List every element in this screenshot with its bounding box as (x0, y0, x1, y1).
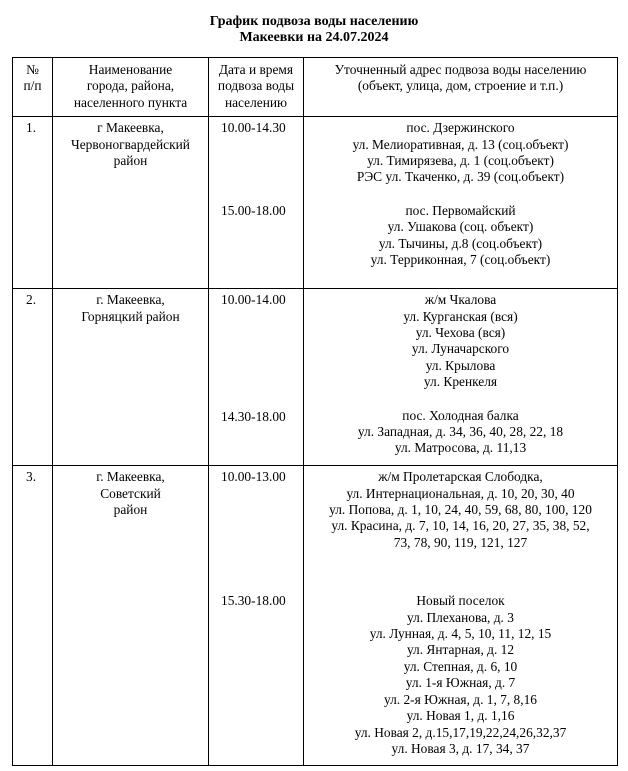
header-num (13, 58, 53, 117)
location-line: г Макеевка, (97, 120, 164, 136)
slot-gap (213, 486, 299, 593)
address-line: ул. Ушакова (соц. объект) (387, 219, 534, 235)
slot-gap (213, 137, 299, 203)
time-slot: 15.30-18.00 (221, 592, 286, 608)
title-line-2: Макеевки на 24.07.2024 (239, 30, 389, 45)
header-row (13, 58, 618, 117)
address-line: пос. Первомайский (405, 202, 516, 218)
header-name-line: города, района, (86, 78, 175, 94)
table-row (13, 466, 618, 766)
header-address-line: (объект, улица, дом, строение и т.п.) (357, 78, 564, 94)
header-num-line: № (26, 62, 39, 77)
time-slot: 10.00-13.00 (221, 469, 286, 485)
header-name (53, 58, 209, 117)
slot-gap (308, 391, 613, 408)
location-line: район (113, 153, 148, 169)
header-name-line: Наименование (88, 62, 173, 77)
title-line-1: График подвоза воды населению (209, 14, 419, 29)
header-name-line: населенного пункта (73, 94, 188, 110)
address-line: ул. Степная, д. 6, 10 (403, 658, 518, 674)
row-addresses (304, 466, 618, 766)
address-line: ул. Плеханова, д. 3 (407, 609, 514, 625)
address-line: пос. Дзержинского (406, 120, 515, 136)
address-line: ж/м Пролетарская Слободка, (378, 469, 543, 485)
time-slot: 14.30-18.00 (221, 408, 286, 424)
header-time-line: подвоза воды (217, 78, 295, 94)
address-line: ул. Крылова (425, 357, 496, 373)
address-line: ул. 2-я Южная, д. 1, 7, 8,16 (383, 691, 537, 707)
location-line: г. Макеевка, (96, 469, 165, 485)
address-line: пос. Холодная балка (402, 407, 519, 423)
row-addresses (304, 117, 618, 289)
time-slot: 15.00-18.00 (221, 202, 286, 218)
table-row (13, 117, 618, 289)
document-title (0, 14, 628, 46)
slot-gap (308, 551, 613, 593)
row-times (209, 466, 304, 766)
address-line: ул. Янтарная, д. 12 (406, 642, 515, 658)
address-line: ул. Новая 2, д.15,17,19,22,24,26,32,37 (354, 724, 567, 740)
row-location (53, 466, 209, 766)
row-times (209, 117, 304, 289)
header-num-line: п/п (23, 78, 42, 94)
address-line: ул. Красина, д. 7, 10, 14, 16, 20, 27, 35, 38, 52, (331, 518, 590, 534)
header-address (304, 58, 618, 117)
address-line: ул. Интернациональная, д. 10, 20, 30, 40 (346, 485, 575, 501)
row-times (209, 289, 304, 466)
location-line: Горняцкий район (81, 308, 180, 324)
row-num: 1. (13, 117, 53, 289)
table-row (13, 289, 618, 466)
address-line: ул. Западная, д. 34, 36, 40, 28, 22, 18 (357, 424, 564, 440)
address-line: ул. Новая 3, д. 17, 34, 37 (391, 740, 530, 756)
row-location (53, 289, 209, 466)
row-num: 2. (13, 289, 53, 466)
address-line: ул. Луначарского (411, 341, 510, 357)
address-line: ул. Тычины, д.8 (соц.объект) (378, 235, 543, 251)
header-time (209, 58, 304, 117)
address-line: ул. Кренкеля (423, 374, 498, 390)
address-line: РЭС ул. Ткаченко, д. 39 (соц.объект) (356, 169, 565, 185)
time-slot: 10.00-14.30 (221, 120, 286, 136)
location-line: Советский (100, 485, 161, 501)
row-num: 3. (13, 466, 53, 766)
address-line: ул. Мелиоративная, д. 13 (соц.объект) (352, 136, 569, 152)
location-line: Червоногвардейский (71, 136, 190, 152)
address-line: ул. Курганская (вся) (403, 308, 518, 324)
location-line: район (113, 502, 148, 518)
header-time-line: Дата и время (218, 62, 294, 77)
water-schedule-table (12, 57, 618, 766)
address-line: ул. Терриконная, 7 (соц.объект) (370, 252, 551, 268)
address-line: ж/м Чкалова (424, 292, 497, 308)
row-location (53, 117, 209, 289)
header-address-line: Уточненный адрес подвоза воды населению (334, 62, 587, 77)
slot-gap (213, 309, 299, 409)
address-line: ул. Чехова (вся) (415, 325, 506, 341)
header-time-line: населению (224, 94, 288, 110)
time-slot: 10.00-14.00 (221, 292, 286, 308)
address-line: ул. Попова, д. 1, 10, 24, 40, 59, 68, 80, 100, 120 (329, 502, 592, 518)
address-line: ул. Лунная, д. 4, 5, 10, 11, 12, 15 (369, 626, 552, 642)
address-line: ул. Тимирязева, д. 1 (соц.объект) (367, 153, 554, 169)
row-addresses (304, 289, 618, 466)
address-line: ул. Новая 1, д. 1,16 (406, 708, 515, 724)
address-line: ул. 1-я Южная, д. 7 (405, 675, 516, 691)
address-line: 73, 78, 90, 119, 121, 127 (393, 534, 528, 550)
address-line: Новый поселок (416, 593, 505, 609)
slot-gap (308, 186, 613, 203)
address-line: ул. Матросова, д. 11,13 (394, 440, 527, 456)
location-line: г. Макеевка, (96, 292, 165, 308)
